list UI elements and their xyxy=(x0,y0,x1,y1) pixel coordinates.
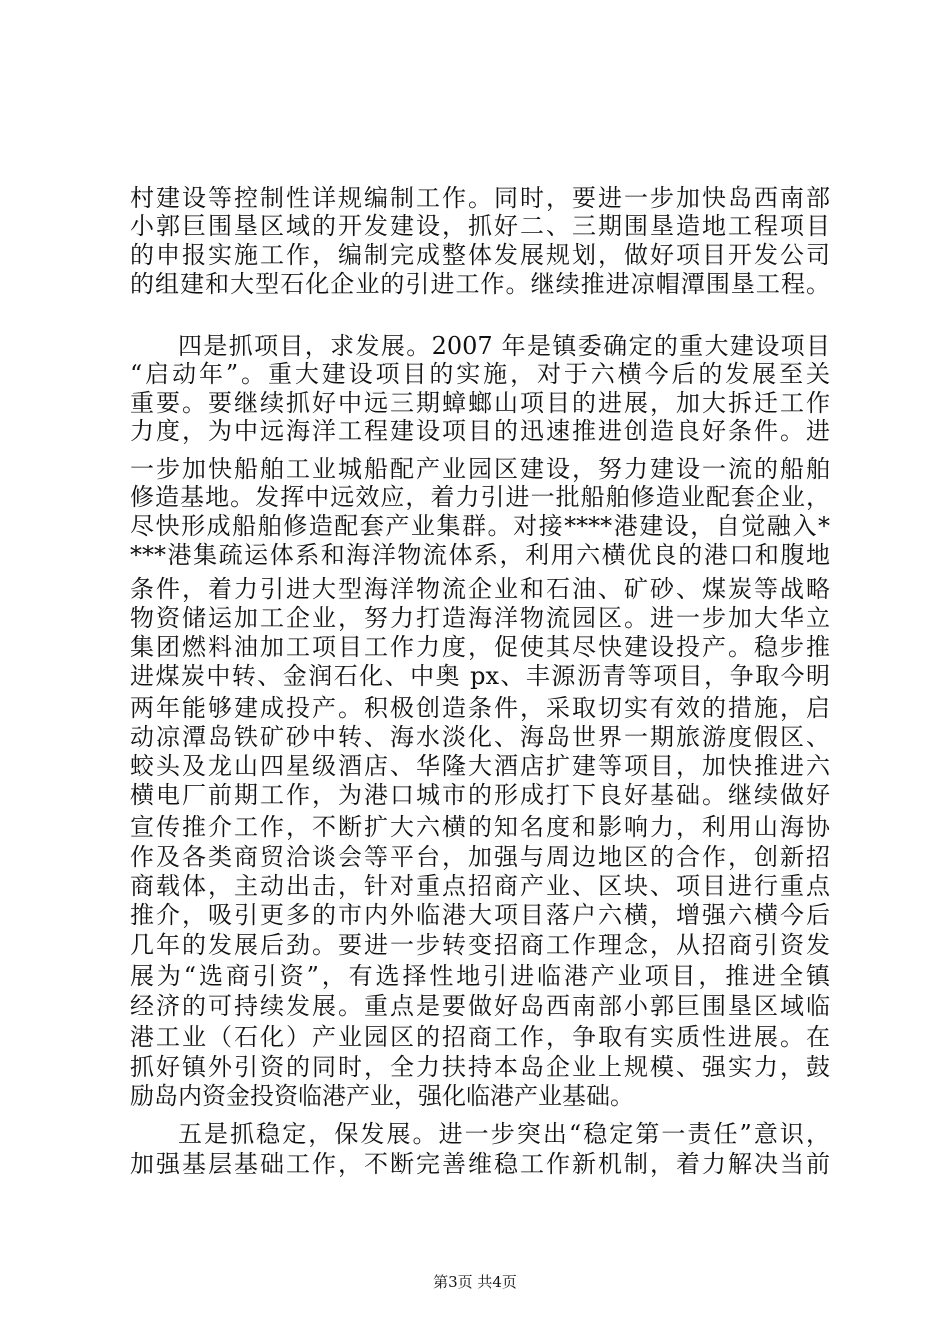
text-line: 港工业（石化）产业园区的招商工作，争取有实质性进展。在 xyxy=(130,1023,830,1051)
text-line: 力度，为中远海洋工程建设项目的迅速推进创造良好条件。进 xyxy=(130,417,830,445)
text-line: 蛟头及龙山四星级酒店、华隆大酒店扩建等项目，加快推进六 xyxy=(130,752,830,780)
text-line: 推介，吸引更多的市内外临港大项目落户六横，增强六横今后 xyxy=(130,901,830,929)
text-line: 的申报实施工作，编制完成整体发展规划，做好项目开发公司 xyxy=(130,241,830,269)
text-line: 一步加快船舶工业城船配产业园区建设，努力建设一流的船舶 xyxy=(130,455,830,483)
text-line: 作及各类商贸洽谈会等平台，加强与周边地区的合作，创新招 xyxy=(130,843,830,871)
page-number-footer: 第3页 共4页 xyxy=(433,1273,517,1291)
text-line: 五是抓稳定，保发展。进一步突出“稳定第一责任”意识， xyxy=(178,1120,830,1148)
text-line: 条件，着力引进大型海洋物流企业和石油、矿砂、煤炭等战略 xyxy=(130,575,830,603)
text-line: 进煤炭中转、金润石化、中奥 px、丰源沥青等项目，争取今明 xyxy=(130,662,830,690)
text-line: 几年的发展后劲。要进一步转变招商工作理念，从招商引资发 xyxy=(130,931,830,959)
text-line: 村建设等控制性详规编制工作。同时，要进一步加快岛西南部 xyxy=(130,184,830,212)
text-line: 宣传推介工作，不断扩大六横的知名度和影响力，利用山海协 xyxy=(130,813,830,841)
text-line: 物资储运加工企业，努力打造海洋物流园区。进一步加大华立 xyxy=(130,604,830,632)
text-line: 两年能够建成投产。积极创造条件，采取切实有效的措施，启 xyxy=(130,694,830,722)
text-line: 抓好镇外引资的同时，全力扶持本岛企业上规模、强实力，鼓 xyxy=(130,1053,830,1081)
text-line: 小郭巨围垦区域的开发建设，抓好二、三期围垦造地工程项目 xyxy=(130,212,830,240)
text-line: 励岛内资金投资临港产业，强化临港产业基础。 xyxy=(130,1082,634,1110)
text-line: 四是抓项目，求发展。2007 年是镇委确定的重大建设项目 xyxy=(178,332,830,360)
text-line: 动凉潭岛铁矿砂中转、海水淡化、海岛世界一期旅游度假区、 xyxy=(130,723,830,751)
text-line: 重要。要继续抓好中远三期蟑螂山项目的进展，加大拆迁工作 xyxy=(130,389,830,417)
text-line: 修造基地。发挥中远效应，着力引进一批船舶修造业配套企业， xyxy=(130,483,830,511)
text-line: 展为“选商引资”，有选择性地引进临港产业项目，推进全镇 xyxy=(130,962,830,990)
text-line: 的组建和大型石化企业的引进工作。继续推进凉帽潭围垦工程。 xyxy=(130,270,830,298)
text-line: 集团燃料油加工项目工作力度，促使其尽快建设投产。稳步推 xyxy=(130,633,830,661)
text-line: 加强基层基础工作，不断完善维稳工作新机制，着力解决当前 xyxy=(130,1150,830,1178)
text-line: 尽快形成船舶修造配套产业集群。对接****港建设，自觉融入* xyxy=(130,512,830,540)
text-line: 经济的可持续发展。重点是要做好岛西南部小郭巨围垦区域临 xyxy=(130,992,830,1020)
text-line: 商载体，主动出击，针对重点招商产业、区块、项目进行重点 xyxy=(130,872,830,900)
text-line: “启动年”。重大建设项目的实施，对于六横今后的发展至关 xyxy=(130,360,830,388)
text-line: 横电厂前期工作，为港口城市的形成打下良好基础。继续做好 xyxy=(130,781,830,809)
text-line: ***港集疏运体系和海洋物流体系，利用六横优良的港口和腹地 xyxy=(130,541,830,569)
